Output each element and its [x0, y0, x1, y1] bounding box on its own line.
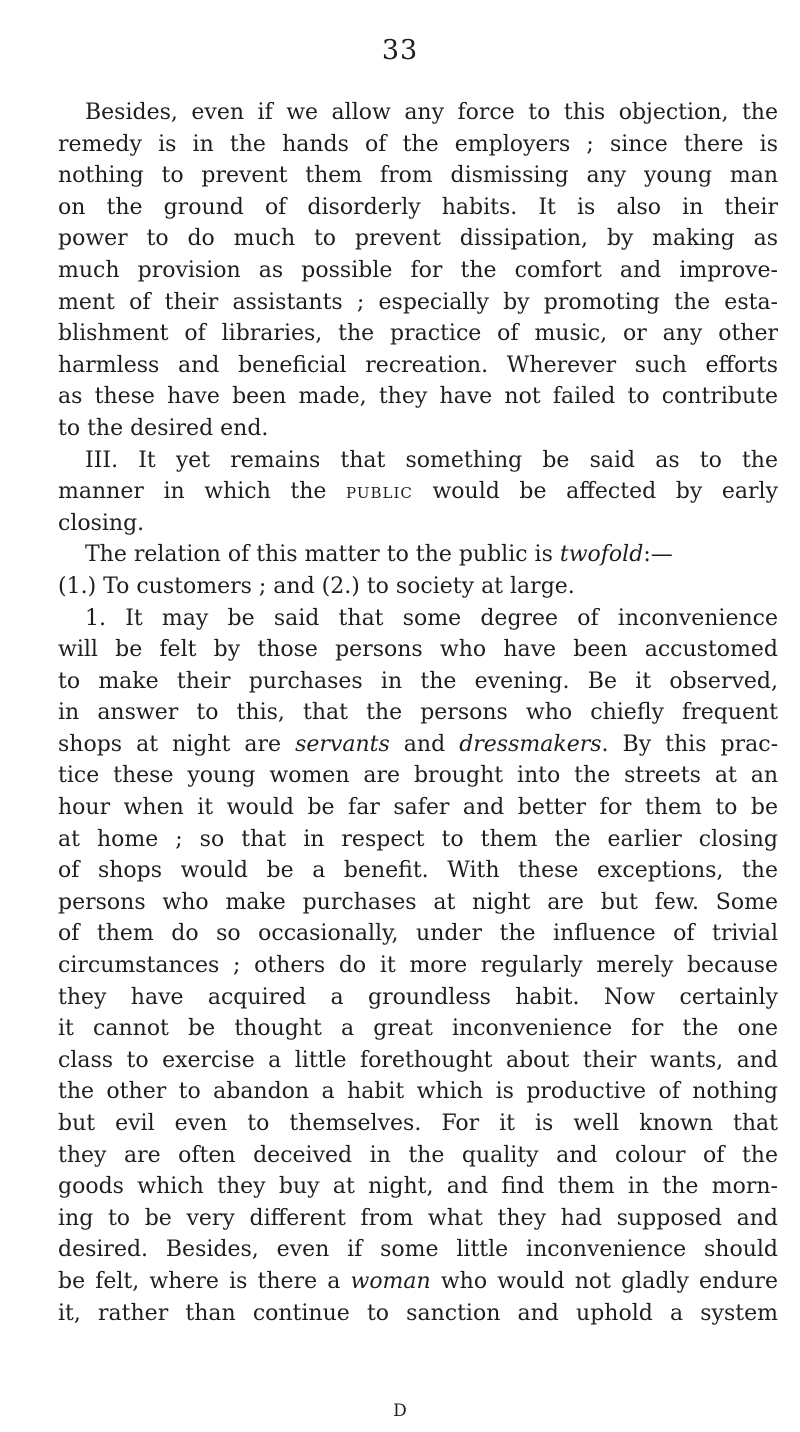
text-line: they are often deceived in the quality and colour of the — [58, 1142, 778, 1168]
text-line: at home ; so that in respect to them the earlier closing — [58, 826, 778, 852]
text-line: ment of their assistants ; especially by promoting the esta- — [58, 289, 778, 315]
text-line: nothing to prevent them from dismissing any young man — [58, 163, 778, 189]
text-line: of them do so occasionally, under the influence of trivial — [58, 921, 778, 947]
text-line: goods which they buy at night, and find them in the morn- — [58, 1174, 778, 1200]
text-line: Besides, even if we allow any force to this objection, the — [85, 100, 778, 125]
text-line: the other to abandon a habit which is productive of nothing — [58, 1079, 778, 1105]
signature-mark: D — [393, 1401, 407, 1421]
text-run: and — [389, 731, 460, 757]
text-line: ing to be very different from what they had supposed and — [58, 1205, 778, 1231]
text-line: to the desired end. — [58, 415, 269, 441]
text-line: but evil even to themselves. For it is well known that — [58, 1111, 778, 1136]
text-line — [58, 476, 778, 508]
text-line: 1. It may be said that some degree of inconvenience — [85, 605, 778, 631]
text-line: on the ground of disorderly habits. It is also in their — [58, 194, 778, 220]
text-run: be felt, where is there a — [58, 1268, 351, 1294]
text-line: it cannot be thought a great inconvenience for the one — [58, 1016, 778, 1042]
text-line — [58, 1266, 778, 1298]
text-line: in answer to this, that the persons who chiefly frequent — [58, 700, 778, 726]
text-line: blishment of libraries, the practice of music, or any other — [58, 321, 778, 347]
italic-word: twofold — [559, 542, 644, 568]
text-line: circumstances ; others do it more regularly merely because — [58, 953, 778, 979]
text-line: it, rather than continue to sanction and uphold a system — [58, 1300, 778, 1326]
text-line: harmless and beneficial recreation. Wherever such efforts — [58, 352, 778, 378]
text-run: . By this prac- — [601, 731, 778, 757]
text-run: shops at night are — [58, 731, 296, 757]
text-line: as these have been made, they have not failed to contribute — [58, 384, 778, 410]
text-line: tice these young women are brought into the streets at an — [58, 763, 778, 789]
text-line: persons who make purchases at night are but few. Some — [58, 889, 778, 915]
text-line: to make their purchases in the evening. Be it observed, — [58, 668, 778, 694]
italic-word: servants — [295, 731, 390, 757]
text-line — [58, 729, 778, 761]
text-line: will be felt by those persons who have been accustomed — [58, 637, 778, 663]
text-run: would be affected by early — [412, 479, 778, 505]
body-text — [58, 97, 778, 1329]
italic-word: woman — [350, 1268, 431, 1294]
section-heading-line: III. It yet remains that something be said as to the — [85, 447, 778, 473]
small-caps-word: public — [346, 479, 413, 505]
text-line: (1.) To customers ; and (2.) to society at large. — [58, 573, 575, 599]
text-run: :— — [643, 542, 673, 568]
text-line — [58, 539, 778, 571]
text-run: manner in which the — [58, 479, 347, 505]
text-line: of shops would be a benefit. With these exceptions, the — [58, 858, 778, 884]
text-line: desired. Besides, even if some little inconvenience should — [58, 1237, 778, 1263]
text-line: closing. — [58, 510, 145, 536]
page-number: 33 — [381, 35, 419, 66]
text-line: class to exercise a little forethought about their wants, and — [58, 1047, 778, 1073]
text-line: remedy is in the hands of the employers ; since there is — [58, 131, 778, 157]
text-line: hour when it would be far safer and better for them to be — [58, 795, 778, 821]
text-line: they have acquired a groundless habit. Now certainly — [58, 984, 778, 1010]
text-run: The relation of this matter to the public is — [85, 542, 560, 568]
italic-word: dressmakers — [459, 731, 602, 757]
text-run: who would not gladly endure — [430, 1268, 778, 1294]
text-line: power to do much to prevent dissipation, by making as — [58, 226, 778, 252]
text-line: much provision as possible for the comfort and improve- — [58, 257, 778, 283]
